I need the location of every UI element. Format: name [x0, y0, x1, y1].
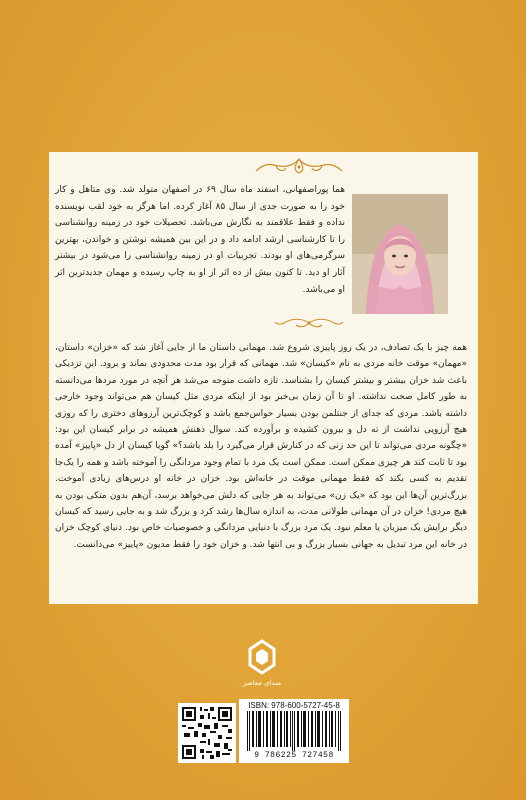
author-photo [352, 194, 448, 314]
publisher-name: صدای معاصر [242, 679, 282, 687]
author-bio: هما پوراصفهانی، اسفند ماه سال ۶۹ در اصفهان متولد شد. وی متاهل و کار خود را به صورت جدی از سال ۸۵ آغاز کرده. اما هرگز به خود لقب نویسنده نداده و فقط علاقمند به نگارش می‌باشد. تحصیلات خود در زمینه روانشناسی را تا کارشناسی ارشد ادامه داد و در این بین همیشه نوشتن و خواندن، بهترین سرگرمی‌های او بودند. تجربیات او در زمینه روانشناسی را می‌شود در بیشتر آثار او دید. تا کنون بیش از ده اثر از او به چاپ رسیده و مهمان جدیدترین اثر او می‌باشد. [55, 185, 345, 295]
book-synopsis: همه چیز با یک تصادف، در یک روز پاییزی شروع شد. مهمانی داستان ما از جایی آغاز شد که «خزان» داستان، «مهمان» موقت خانه مردی به نام «کیسان» شد. مهمانی که قرار بود مدت محدودی بماند و برود. این نزدیکی باعث شد خزان بیشتر و بیشتر کیسان را بشناسد. تازه داشت متوجه می‌شد هر آنچه در مورد مردها می‌دانسته به طور کامل صحت نداشته. او تا آن زمان بی‌خبر بود از اینکه مردی مثل کیسان هم می‌تواند وجود خارجی داشته باشد. مردی که جدای از جنتلمن بودن بسیار حواس‌جمع باشد و کوچک‌ترین آرزوهای دختری را که روزی هیچ آرزویی نداشت از ته دل و بیرون کشیده و برآورده کند. سوال ذهنش همیشه در برابر کیسان این بود: «چگونه مردی می‌تواند تا این حد زنی که در کنارش قرار می‌گیرد را بلد باشد؟» گویا کیسان از دل «پاییز» آمده بود تا ثابت کند هر چیزی ممکن است. ممکن است یک مرد با تمام وجود مردانگی را آموخته باشد و همه را یک‌جا تقدیم به کسی بکند که فقط مهمانی موقت در خانه‌اش بود. خزان در خانه او درس‌های زیادی آموخت. بزرگ‌ترین آن‌ها این بود که «یک زن» می‌تواند به هر جایی که دلش می‌خواهد برسد، آن‌هم بدون متکی بودن به هیچ مردی! خزان در آن مهمانی طولانی مدت، به اندازه سال‌ها رشد کرد و بزرگ شد و به جایی رسید که کیسان دیگر برایش یک میزبان یا معلم نبود. یک مرد بزرگ با دنیایی مردانگی و خصوصیات خاص بود. دنیای کوچک خزان در خانه این مرد تبدیل به جهانی بسیار بزرگ و بی انتها شد. و خزان خود را فقط مدیون «پاییز» می‌دانست. [55, 343, 467, 550]
floral-divider-icon [274, 316, 344, 330]
content-panel [49, 152, 478, 604]
qr-code-icon [180, 705, 234, 761]
barcode-number: 9 786225 727458 [254, 751, 334, 760]
publisher-logo [232, 635, 292, 693]
publisher-logo-icon [232, 635, 292, 693]
barcode-icon [245, 711, 343, 751]
isbn-label: ISBN: 978-600-5727-45-8 [248, 701, 340, 710]
isbn-barcode [239, 699, 349, 763]
qr-code [178, 703, 236, 763]
floral-divider-icon [254, 156, 344, 176]
